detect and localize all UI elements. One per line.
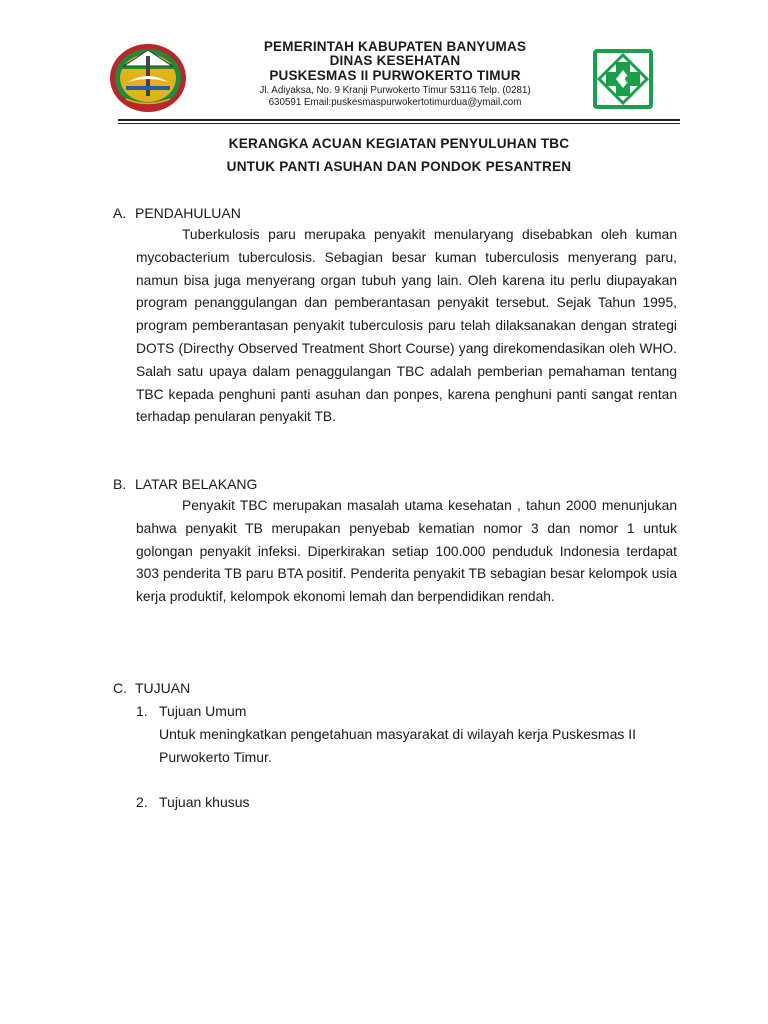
letterhead-institution: PUSKESMAS II PURWOKERTO TIMUR (269, 68, 521, 83)
section-c-title: TUJUAN (135, 680, 191, 696)
section-a-body: Tuberkulosis paru merupaka penyakit menularyang disebabkan oleh kuman mycobacterium tuberculosis. Sebagian besar kuman tuberculosis menyerang paru, namun bisa juga menyerang organ tubuh yang lain. Oleh karena itu perlu diupayakan program penanggulangan dan pemberantasan penyakit tersebut. Sejak Tahun 1995, program pemberantasan penyakit tuberculosis paru telah dilaksanakan dengan strategi DOTS (Directhy Observed Treatment Short Course) yang direkomendasikan oleh WHO. Salah satu upaya dalam penaggulangan TBC adalah pemberian pemahaman tentang TBC kepada penghuni panti asuhan dan ponpes, karena penghuni panti sangat rentan terhadap penularan penyakit TB. (136, 227, 677, 425)
list-item-title: Tujuan Umum (159, 703, 247, 719)
banyumas-emblem-icon (108, 42, 188, 114)
section-a-heading (113, 205, 241, 221)
tujuan-umum-body: Untuk meningkatkan pengetahuan masyarakat di wilayah kerja Puskesmas II Purwokerto Timur. (159, 726, 637, 765)
letterhead (210, 40, 580, 109)
document-title-line1: KERANGKA ACUAN KEGIATAN PENYULUHAN TBC (228, 136, 570, 151)
section-a-title: PENDAHULUAN (135, 205, 241, 221)
list-item (136, 794, 250, 810)
list-item (136, 703, 246, 719)
section-b-body: Penyakit TBC merupakan masalah utama kesehatan , tahun 2000 menunjukan bahwa penyakit TB merupakan penyebab kematian nomor 3 dan nomor 1 untuk golongan penyakit infeksi. Diperkirakan setiap 100.000 penduduk Indonesia terdapat 303 penderita TB paru BTA positif. Penderita penyakit TB sebagian besar kelompok usia kerja produktif, kelompok ekonomi lemah dan berpendidikan rendah. (136, 498, 677, 605)
letterhead-government: PEMERINTAH KABUPATEN BANYUMAS (263, 39, 527, 54)
letterhead-rule-thick (118, 119, 680, 121)
list-item-title: Tujuan khusus (159, 794, 250, 810)
section-b-heading (113, 476, 257, 492)
section-c-heading (113, 680, 190, 696)
letterhead-agency: DINAS KESEHATAN (329, 53, 461, 68)
section-b-label: B. (113, 476, 127, 492)
letterhead-contact: 630591 Email:puskesmaspurwokertotimurdua@ymail.com (268, 97, 522, 108)
letterhead-rule-thin (118, 123, 680, 124)
section-c-label: C. (113, 680, 127, 696)
list-item-number: 2. (136, 794, 148, 810)
list-item-number: 1. (136, 703, 148, 719)
section-a-label: A. (113, 205, 127, 221)
document-title-line2: UNTUK PANTI ASUHAN DAN PONDOK PESANTREN (226, 159, 572, 174)
section-b-title: LATAR BELAKANG (135, 476, 258, 492)
puskesmas-logo-icon (592, 48, 654, 110)
letterhead-address: Jl. Adiyaksa, No. 9 Kranji Purwokerto Timur 53116 Telp. (0281) (259, 85, 531, 96)
